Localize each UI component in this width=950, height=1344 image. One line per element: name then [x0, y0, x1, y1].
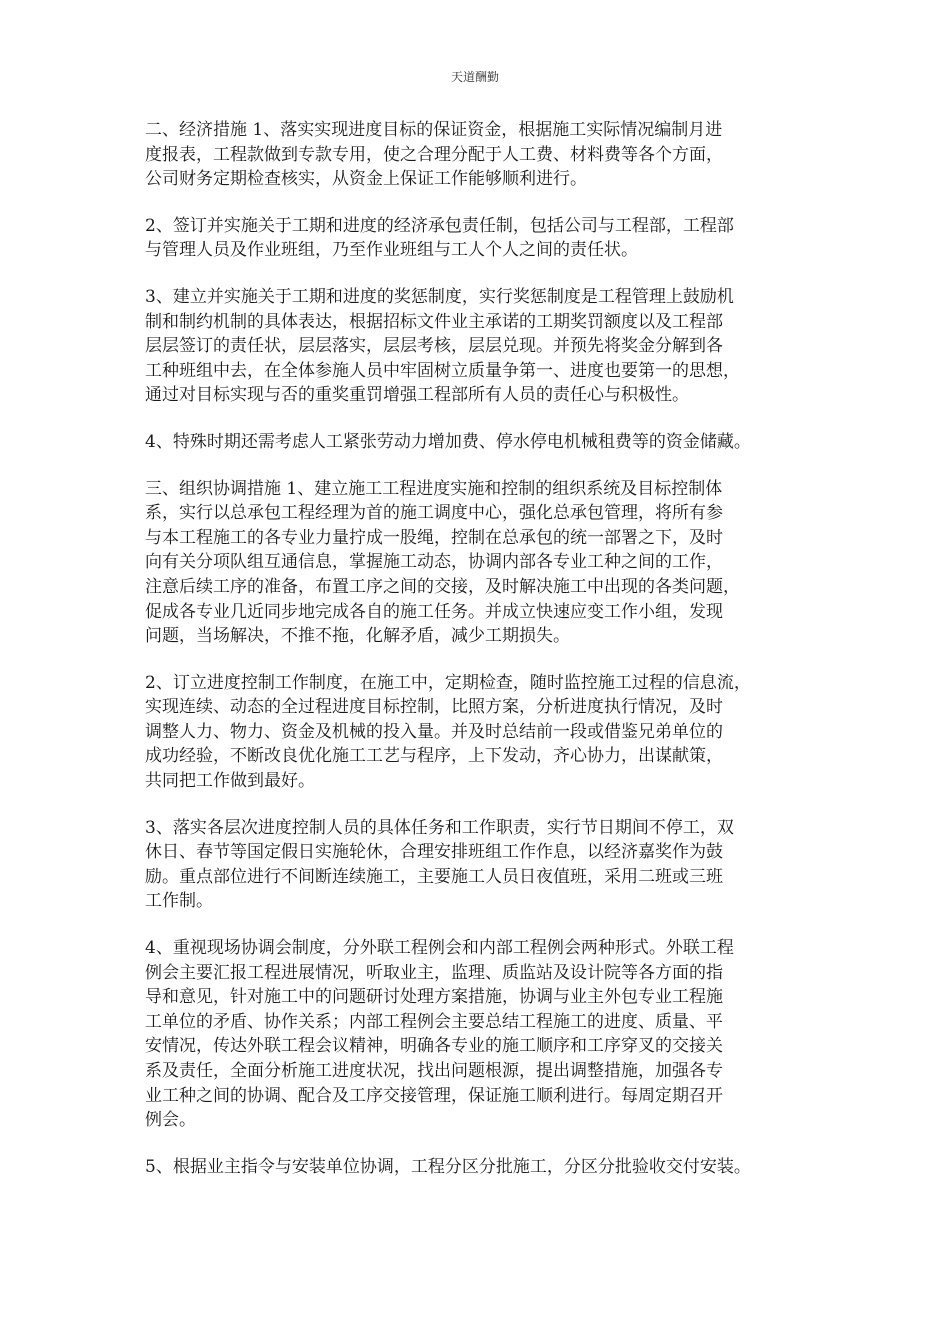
- text-line: 公司财务定期检查核实，从资金上保证工作能够顺利进行。: [145, 169, 587, 190]
- text-line: 休日、春节等国定假日实施轮休，合理安排班组工作作息，以经济嘉奖作为鼓: [145, 842, 723, 863]
- paragraph-special-period-funds: [145, 430, 821, 455]
- paragraph-contract-responsibility: [145, 214, 821, 263]
- text-line: 4、特殊时期还需考虑人工紧张劳动力增加费、停水停电机械租费等的资金储藏。: [145, 431, 751, 452]
- text-line: 3、建立并实施关于工期和进度的奖惩制度，实行奖惩制度是工程管理上鼓励机: [145, 286, 734, 307]
- text-line: 制和制约机制的具体表达，根据招标文件业主承诺的工期奖罚额度以及工程部: [145, 311, 723, 332]
- paragraph-economic-measures: [145, 118, 821, 192]
- text-line: 系，实行以总承包工程经理为首的施工调度中心，强化总承包管理，将所有参: [145, 503, 723, 524]
- paragraph-progress-control-system: [145, 671, 821, 794]
- text-line: 通过对目标实现与否的重奖重罚增强工程部所有人员的责任心与积极性。: [145, 385, 689, 406]
- paragraph-reward-penalty: [145, 285, 821, 408]
- text-line: 安情况，传达外联工程会议精神，明确各专业的施工顺序和工序穿叉的交接关: [145, 1036, 723, 1057]
- paragraph-zoned-construction: [145, 1155, 821, 1180]
- paragraph-staff-duties: [145, 816, 821, 914]
- paragraph-organization-coordination: [145, 477, 821, 649]
- text-line: 4、重视现场协调会制度，分外联工程例会和内部工程例会两种形式。外联工程: [145, 938, 734, 959]
- text-line: 向有关分项队组互通信息，掌握施工动态，协调内部各专业工种之间的工作，: [145, 552, 723, 573]
- text-line: 系及责任，全面分析施工进度状况，找出问题根源，提出调整措施，加强各专: [145, 1061, 723, 1081]
- text-line: 5、根据业主指令与安装单位协调，工程分区分批施工，分区分批验收交付安装。: [145, 1156, 751, 1177]
- paragraph-site-meetings: [145, 936, 821, 1133]
- text-line: 工种班组中去，在全体参施人员中牢固树立质量争第一、进度也要第一的思想，: [145, 360, 740, 381]
- text-line: 2、签订并实施关于工期和进度的经济承包责任制，包括公司与工程部，工程部: [145, 215, 734, 236]
- text-line: 业工种之间的协调、配合及工序交接管理，保证施工顺利进行。每周定期召开: [145, 1085, 723, 1106]
- text-line: 共同把工作做到最好。: [145, 771, 315, 792]
- text-line: 3、落实各层次进度控制人员的具体任务和工作职责，实行节日期间不停工，双: [145, 817, 734, 838]
- text-line: 调整人力、物力、资金及机械的投入量。并及时总结前一段或借鉴兄弟单位的: [145, 721, 723, 742]
- text-line: 2、订立进度控制工作制度，在施工中，定期检查，随时监控施工过程的信息流，: [145, 672, 751, 693]
- text-line: 与管理人员及作业班组，乃至作业班组与工人个人之间的责任状。: [145, 240, 638, 261]
- text-line: 二、经济措施 1、落实实现进度目标的保证资金，根据施工实际情况编制月进: [145, 120, 723, 140]
- text-line: 与本工程施工的各专业力量拧成一股绳，控制在总承包的统一部署之下，及时: [145, 527, 723, 548]
- text-line: 实现连续、动态的全过程进度目标控制，比照方案，分析进度执行情况，及时: [145, 697, 723, 718]
- text-line: 成功经验，不断改良优化施工工艺与程序，上下发动，齐心协力，出谋献策，: [145, 746, 723, 767]
- text-line: 例会。: [145, 1110, 196, 1131]
- text-line: 工作制。: [145, 891, 213, 912]
- text-line: 工单位的矛盾、协作关系；内部工程例会主要总结工程施工的进度、质量、平: [145, 1011, 723, 1032]
- text-line: 导和意见，针对施工中的问题研讨处理方案措施，协调与业主外包专业工程施: [145, 987, 723, 1008]
- text-line: 注意后续工序的准备，布置工序之间的交接，及时解决施工中出现的各类问题，: [145, 576, 740, 597]
- text-line: 层层签订的责任状，层层落实，层层考核，层层兑现。并预先将奖金分解到各: [145, 336, 723, 357]
- text-line: 促成各专业几近同步地完成各自的施工任务。并成立快速应变工作小组，发现: [145, 601, 723, 622]
- text-line: 例会主要汇报工程进展情况，听取业主，监理、质监站及设计院等各方面的指: [145, 962, 723, 983]
- page-header: 天道酬勤: [450, 70, 499, 84]
- text-line: 励。重点部位进行不间断连续施工，主要施工人员日夜值班，采用二班或三班: [145, 866, 723, 887]
- text-line: 问题，当场解决，不推不拖，化解矛盾，减少工期损失。: [145, 626, 570, 647]
- document-body: [145, 118, 821, 1201]
- text-line: 度报表，工程款做到专款专用，使之合理分配于人工费、材料费等各个方面，: [145, 144, 723, 165]
- text-line: 三、组织协调措施 1、建立施工工程进度实施和控制的组织系统及目标控制体: [145, 478, 723, 499]
